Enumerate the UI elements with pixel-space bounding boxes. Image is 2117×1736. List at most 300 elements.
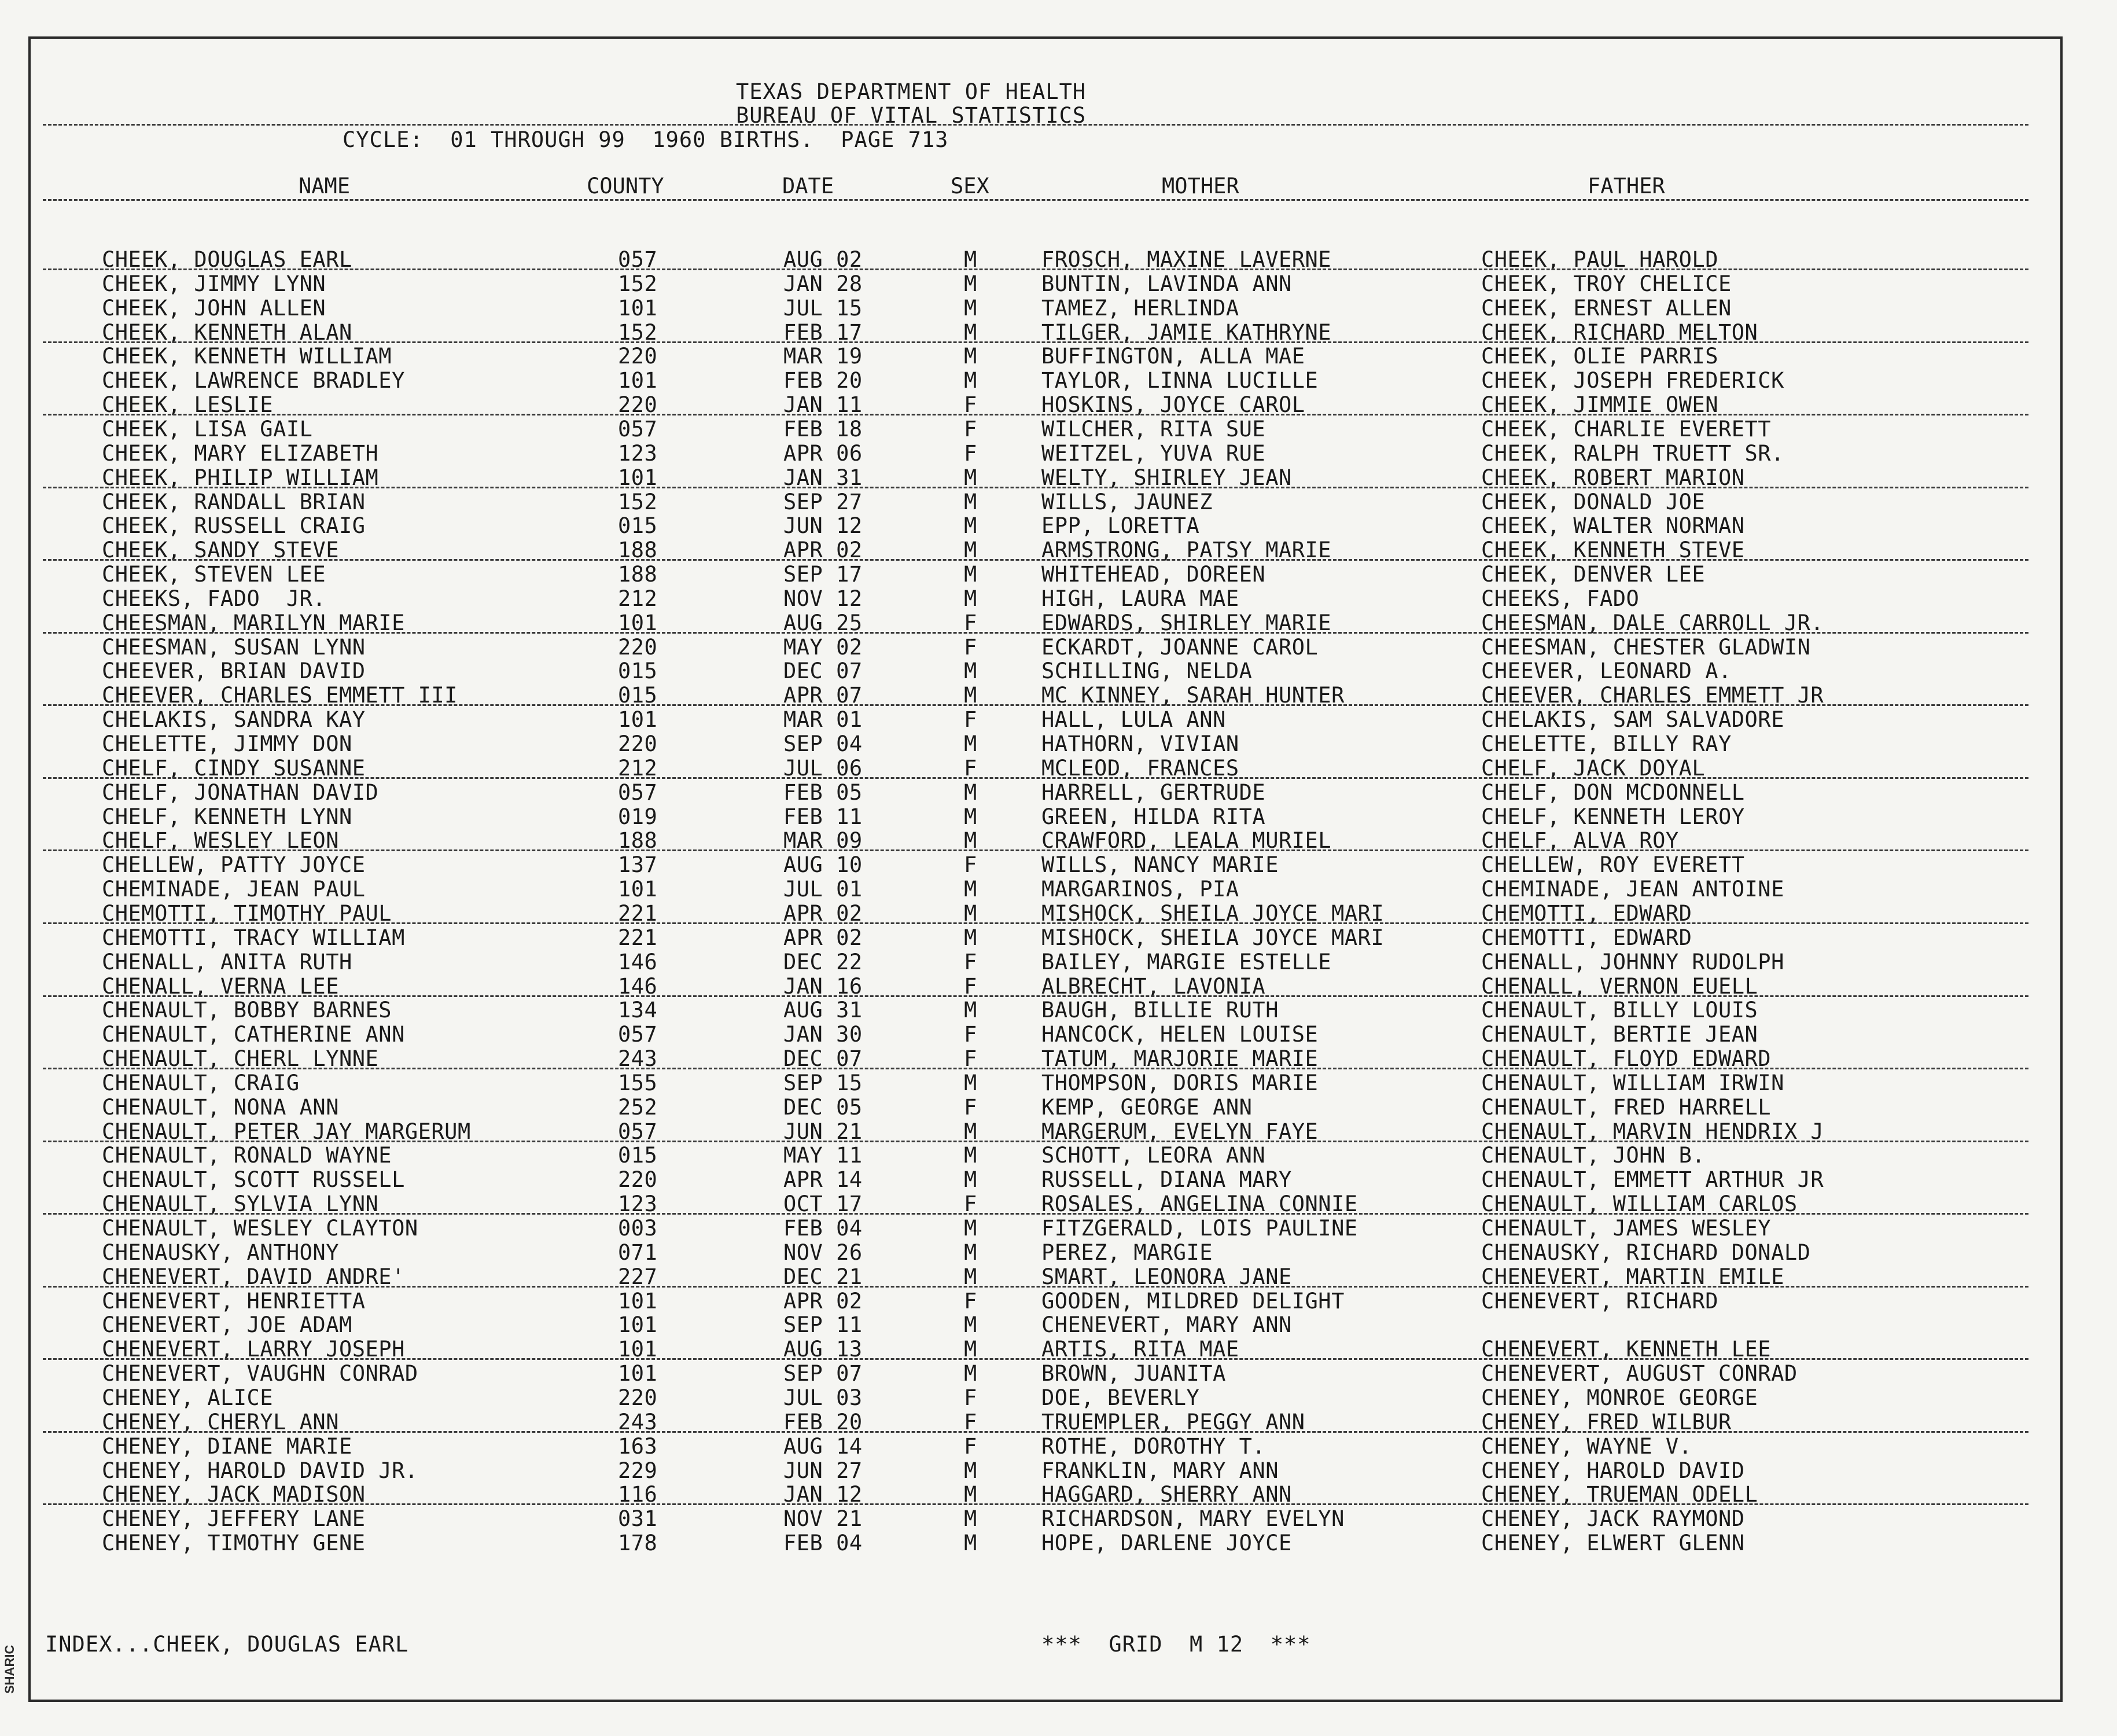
cell-father: CHENAULT, EMMETT ARTHUR JR — [1481, 1167, 1824, 1193]
column-header-father: FATHER — [1588, 174, 1665, 198]
cell-name: CHENALL, ANITA RUTH — [102, 949, 352, 974]
cell-father: CHELF, KENNETH LEROY — [1481, 804, 1745, 829]
cell-mother: CHENEVERT, MARY ANN — [1041, 1312, 1292, 1338]
cell-mother: ECKARDT, JOANNE CAROL — [1041, 634, 1319, 660]
cell-date: OCT 17 — [783, 1191, 863, 1217]
cell-date: NOV 12 — [783, 586, 863, 611]
cell-county: 220 — [618, 344, 658, 369]
cell-sex: M — [964, 247, 977, 272]
table-row — [0, 1047, 2083, 1071]
cell-father: CHENEY, TRUEMAN ODELL — [1481, 1482, 1758, 1507]
table-row — [0, 1289, 2083, 1313]
cell-sex: M — [964, 319, 977, 345]
cell-name: CHENEY, JACK MADISON — [102, 1482, 366, 1507]
cell-mother: BAILEY, MARGIE ESTELLE — [1041, 949, 1332, 974]
table-row — [0, 321, 2083, 344]
cell-name: CHEEK, JIMMY LYNN — [102, 271, 326, 296]
cell-name: CHENAULT, PETER JAY MARGERUM — [102, 1119, 471, 1144]
column-header-name: NAME — [299, 174, 351, 198]
cell-date: FEB 11 — [783, 804, 863, 829]
column-header-date: DATE — [782, 174, 834, 198]
cell-sex: F — [964, 1191, 977, 1217]
cell-father: CHENALL, JOHNNY RUDOLPH — [1481, 949, 1784, 974]
cell-mother: WEITZEL, YUVA RUE — [1041, 440, 1266, 466]
cell-county: 123 — [618, 440, 658, 466]
cell-county: 015 — [618, 683, 658, 708]
cell-date: AUG 25 — [783, 610, 863, 635]
cell-date: APR 02 — [783, 900, 863, 926]
cell-date: JUN 27 — [783, 1458, 863, 1483]
cell-county: 057 — [618, 779, 658, 805]
cell-date: APR 02 — [783, 1288, 863, 1314]
cell-sex: F — [964, 416, 977, 442]
cell-county: 101 — [618, 368, 658, 393]
cell-county: 101 — [618, 1312, 658, 1338]
cell-sex: M — [964, 1361, 977, 1386]
table-row — [0, 490, 2083, 514]
cell-sex: M — [964, 344, 977, 369]
cell-father: CHELAKIS, SAM SALVADORE — [1481, 707, 1784, 733]
cell-name: CHENAULT, CHERL LYNNE — [102, 1046, 379, 1072]
cell-sex: F — [964, 1409, 977, 1435]
table-row — [0, 853, 2083, 877]
cell-sex: M — [964, 1531, 977, 1556]
cell-mother: HATHORN, VIVIAN — [1041, 731, 1239, 756]
cell-father: CHENAULT, WILLIAM CARLOS — [1481, 1191, 1798, 1217]
cell-county: 057 — [618, 1022, 658, 1047]
cell-father: CHENAULT, FRED HARRELL — [1481, 1094, 1772, 1120]
cell-sex: M — [964, 779, 977, 805]
cell-name: CHEEK, JOHN ALLEN — [102, 295, 326, 321]
cell-mother: ROSALES, ANGELINA CONNIE — [1041, 1191, 1358, 1217]
cell-mother: HOPE, DARLENE JOYCE — [1041, 1531, 1292, 1556]
cell-father: CHEEK, RALPH TRUETT SR. — [1481, 440, 1784, 466]
cell-sex: F — [964, 707, 977, 733]
cell-father: CHENAULT, BILLY LOUIS — [1481, 998, 1758, 1023]
table-row — [0, 829, 2083, 852]
cell-name: CHENEY, HAROLD DAVID JR. — [102, 1458, 418, 1483]
cell-father: CHENAULT, MARVIN HENDRIX J — [1481, 1119, 1824, 1144]
cell-date: SEP 17 — [783, 562, 863, 587]
cell-county: 137 — [618, 852, 658, 878]
table-row — [0, 587, 2083, 610]
cell-date: FEB 17 — [783, 319, 863, 345]
cell-name: CHENAULT, SCOTT RUSSELL — [102, 1167, 405, 1193]
cell-sex: M — [964, 1070, 977, 1095]
cell-county: 152 — [618, 271, 658, 296]
cell-date: JUL 15 — [783, 295, 863, 321]
cell-county: 212 — [618, 755, 658, 781]
cell-sex: M — [964, 659, 977, 684]
cell-sex: M — [964, 1482, 977, 1507]
cell-sex: F — [964, 440, 977, 466]
row-group-rule — [43, 1431, 2028, 1433]
table-row — [0, 248, 2083, 271]
cell-name: CHENAULT, CATHERINE ANN — [102, 1022, 405, 1047]
cell-mother: MARGARINOS, PIA — [1041, 877, 1239, 902]
cell-name: CHEEK, LISA GAIL — [102, 416, 313, 442]
cell-mother: WELTY, SHIRLEY JEAN — [1041, 465, 1292, 490]
table-row — [0, 877, 2083, 901]
cell-mother: HIGH, LAURA MAE — [1041, 586, 1239, 611]
cell-name: CHEEK, LESLIE — [102, 392, 274, 418]
cell-father: CHEEK, PAUL HAROLD — [1481, 247, 1718, 272]
cell-county: 015 — [618, 1143, 658, 1168]
cell-sex: F — [964, 949, 977, 974]
row-group-rule — [43, 849, 2028, 851]
cell-mother: ROTHE, DOROTHY T. — [1041, 1433, 1266, 1459]
cell-father: CHENEY, WAYNE V. — [1481, 1433, 1692, 1459]
cell-name: CHEEVER, CHARLES EMMETT III — [102, 683, 458, 708]
cell-father: CHEEK, DONALD JOE — [1481, 489, 1706, 514]
cell-sex: M — [964, 1240, 977, 1265]
cell-county: 101 — [618, 610, 658, 635]
cell-name: CHEEK, DOUGLAS EARL — [102, 247, 352, 272]
cell-father: CHENEY, MONROE GEORGE — [1481, 1385, 1758, 1410]
cell-county: 178 — [618, 1531, 658, 1556]
table-row — [0, 1313, 2083, 1337]
column-header-sex: SEX — [951, 174, 989, 198]
cell-date: APR 06 — [783, 440, 863, 466]
cell-mother: SCHILLING, NELDA — [1041, 659, 1253, 684]
cell-date: JAN 12 — [783, 1482, 863, 1507]
cell-father: CHEEK, TROY CHELICE — [1481, 271, 1732, 296]
cell-sex: M — [964, 295, 977, 321]
cell-county: 155 — [618, 1070, 658, 1095]
cell-father: CHEEK, OLIE PARRIS — [1481, 344, 1718, 369]
cell-father: CHENEY, JACK RAYMOND — [1481, 1506, 1745, 1532]
cell-county: 188 — [618, 828, 658, 854]
table-row — [0, 1192, 2083, 1216]
table-row — [0, 950, 2083, 974]
table-row — [0, 1531, 2083, 1555]
cell-father: CHEEKS, FADO — [1481, 586, 1640, 611]
cell-county: 101 — [618, 465, 658, 490]
row-group-rule — [43, 1141, 2028, 1142]
footer-index: INDEX...CHEEK, DOUGLAS EARL — [45, 1632, 409, 1657]
cell-father: CHEEK, DENVER LEE — [1481, 562, 1706, 587]
cell-county: 220 — [618, 1385, 658, 1410]
cell-mother: GREEN, HILDA RITA — [1041, 804, 1266, 829]
cell-mother: WHITEHEAD, DOREEN — [1041, 562, 1266, 587]
cell-sex: M — [964, 998, 977, 1023]
cell-name: CHEESMAN, MARILYN MARIE — [102, 610, 405, 635]
cell-county: 243 — [618, 1046, 658, 1072]
cell-date: SEP 15 — [783, 1070, 863, 1095]
cell-father: CHELF, JACK DOYAL — [1481, 755, 1706, 781]
cell-sex: M — [964, 368, 977, 393]
cell-county: 123 — [618, 1191, 658, 1217]
table-row — [0, 1143, 2083, 1167]
header-bureau: BUREAU OF VITAL STATISTICS — [736, 103, 1087, 128]
cell-date: AUG 13 — [783, 1337, 863, 1362]
cell-mother: MISHOCK, SHEILA JOYCE MARI — [1041, 925, 1385, 950]
row-group-rule — [43, 1068, 2028, 1069]
cell-sex: M — [964, 925, 977, 950]
cell-county: 229 — [618, 1458, 658, 1483]
cell-father: CHENEVERT, MARTIN EMILE — [1481, 1264, 1784, 1289]
table-row — [0, 659, 2083, 683]
cell-county: 101 — [618, 295, 658, 321]
cell-mother: WILLS, JAUNEZ — [1041, 489, 1213, 514]
cell-date: JUL 01 — [783, 877, 863, 902]
cell-name: CHELAKIS, SANDRA KAY — [102, 707, 366, 733]
cell-father: CHEMOTTI, EDWARD — [1481, 900, 1692, 926]
cell-name: CHELF, WESLEY LEON — [102, 828, 339, 854]
cell-sex: M — [964, 1506, 977, 1532]
cell-name: CHEEKS, FADO JR. — [102, 586, 326, 611]
cell-date: NOV 21 — [783, 1506, 863, 1532]
cell-father: CHEESMAN, CHESTER GLADWIN — [1481, 634, 1811, 660]
row-group-rule — [43, 1286, 2028, 1288]
cell-name: CHEEK, RANDALL BRIAN — [102, 489, 366, 514]
cell-father: CHENAULT, JOHN B. — [1481, 1143, 1706, 1168]
cell-sex: M — [964, 271, 977, 296]
table-row — [0, 562, 2083, 586]
cell-date: SEP 11 — [783, 1312, 863, 1338]
table-row — [0, 442, 2083, 465]
cell-date: SEP 07 — [783, 1361, 863, 1386]
cell-date: JUL 03 — [783, 1385, 863, 1410]
table-row — [0, 1216, 2083, 1240]
cell-sex: M — [964, 1216, 977, 1241]
table-row — [0, 538, 2083, 562]
cell-sex: F — [964, 1288, 977, 1314]
row-group-rule — [43, 487, 2028, 488]
cell-date: APR 14 — [783, 1167, 863, 1193]
cell-sex: M — [964, 828, 977, 854]
cell-date: SEP 27 — [783, 489, 863, 514]
cell-mother: ALBRECHT, LAVONIA — [1041, 973, 1266, 999]
cell-name: CHENEY, JEFFERY LANE — [102, 1506, 366, 1532]
cell-sex: M — [964, 731, 977, 756]
cell-sex: M — [964, 1167, 977, 1193]
cell-county: 057 — [618, 416, 658, 442]
row-group-rule — [43, 1503, 2028, 1505]
cell-sex: M — [964, 1119, 977, 1144]
cell-mother: EPP, LORETTA — [1041, 513, 1200, 539]
cell-father: CHEEVER, LEONARD A. — [1481, 659, 1732, 684]
table-row — [0, 1459, 2083, 1483]
row-group-rule — [43, 922, 2028, 924]
cell-date: AUG 10 — [783, 852, 863, 878]
header-department: TEXAS DEPARTMENT OF HEALTH — [736, 79, 1087, 104]
table-row — [0, 998, 2083, 1022]
cell-county: 163 — [618, 1433, 658, 1459]
cell-name: CHEEK, SANDY STEVE — [102, 538, 339, 563]
cell-name: CHELF, CINDY SUSANNE — [102, 755, 366, 781]
row-group-rule — [43, 777, 2028, 779]
cell-father: CHENAULT, FLOYD EDWARD — [1481, 1046, 1772, 1072]
cell-name: CHEEVER, BRIAN DAVID — [102, 659, 366, 684]
cell-mother: TAYLOR, LINNA LUCILLE — [1041, 368, 1319, 393]
cell-father: CHEEK, CHARLIE EVERETT — [1481, 416, 1772, 442]
table-row — [0, 1023, 2083, 1046]
cell-father: CHENAULT, JAMES WESLEY — [1481, 1216, 1772, 1241]
table-row — [0, 466, 2083, 490]
cell-county: 220 — [618, 634, 658, 660]
table-row — [0, 1362, 2083, 1385]
cell-sex: M — [964, 877, 977, 902]
cell-date: FEB 04 — [783, 1216, 863, 1241]
cell-father: CHEEK, JOSEPH FREDERICK — [1481, 368, 1784, 393]
cell-county: 221 — [618, 900, 658, 926]
cell-mother: RICHARDSON, MARY EVELYN — [1041, 1506, 1345, 1532]
table-row — [0, 1410, 2083, 1434]
cell-mother: FROSCH, MAXINE LAVERNE — [1041, 247, 1332, 272]
table-row — [0, 369, 2083, 392]
table-row — [0, 756, 2083, 780]
row-group-rule — [43, 559, 2028, 561]
cell-county: 152 — [618, 319, 658, 345]
cell-sex: F — [964, 755, 977, 781]
cell-father: CHEEK, ERNEST ALLEN — [1481, 295, 1732, 321]
cell-sex: M — [964, 489, 977, 514]
cell-mother: RUSSELL, DIANA MARY — [1041, 1167, 1292, 1193]
cell-county: 031 — [618, 1506, 658, 1532]
table-row — [0, 1483, 2083, 1506]
cell-sex: M — [964, 900, 977, 926]
cell-mother: MC KINNEY, SARAH HUNTER — [1041, 683, 1345, 708]
cell-mother: ARTIS, RITA MAE — [1041, 1337, 1239, 1362]
cell-father: CHEEK, WALTER NORMAN — [1481, 513, 1745, 539]
cell-name: CHEMOTTI, TRACY WILLIAM — [102, 925, 405, 950]
cell-sex: F — [964, 1022, 977, 1047]
cell-mother: TILGER, JAMIE KATHRYNE — [1041, 319, 1332, 345]
cell-date: MAY 11 — [783, 1143, 863, 1168]
cell-date: JAN 11 — [783, 392, 863, 418]
cell-county: 188 — [618, 562, 658, 587]
cell-county: 101 — [618, 877, 658, 902]
table-row — [0, 902, 2083, 925]
cell-father: CHEEK, JIMMIE OWEN — [1481, 392, 1718, 418]
cell-date: DEC 05 — [783, 1094, 863, 1120]
cell-name: CHEEK, STEVEN LEE — [102, 562, 326, 587]
cell-mother: DOE, BEVERLY — [1041, 1385, 1200, 1410]
header-cycle: CYCLE: 01 THROUGH 99 1960 BIRTHS. PAGE 713 — [343, 127, 949, 152]
cell-name: CHEEK, PHILIP WILLIAM — [102, 465, 379, 490]
cell-sex: F — [964, 1385, 977, 1410]
cell-father: CHENEVERT, AUGUST CONRAD — [1481, 1361, 1798, 1386]
cell-sex: M — [964, 465, 977, 490]
cell-mother: FITZGERALD, LOIS PAULINE — [1041, 1216, 1358, 1241]
cell-sex: M — [964, 538, 977, 563]
cell-county: 101 — [618, 1337, 658, 1362]
cell-county: 101 — [618, 1288, 658, 1314]
cell-mother: WILLS, NANCY MARIE — [1041, 852, 1279, 878]
cell-father: CHENEY, FRED WILBUR — [1481, 1409, 1732, 1435]
cell-sex: M — [964, 1264, 977, 1289]
cell-name: CHELF, JONATHAN DAVID — [102, 779, 379, 805]
row-group-rule — [43, 269, 2028, 270]
cell-date: DEC 22 — [783, 949, 863, 974]
cell-sex: M — [964, 1458, 977, 1483]
cell-father: CHENEVERT, KENNETH LEE — [1481, 1337, 1772, 1362]
table-row — [0, 708, 2083, 731]
cell-name: CHENEVERT, LARRY JOSEPH — [102, 1337, 405, 1362]
cell-sex: F — [964, 392, 977, 418]
cell-date: NOV 26 — [783, 1240, 863, 1265]
cell-sex: M — [964, 804, 977, 829]
cell-date: FEB 18 — [783, 416, 863, 442]
cell-county: 188 — [618, 538, 658, 563]
cell-mother: ARMSTRONG, PATSY MARIE — [1041, 538, 1332, 563]
cell-name: CHENALL, VERNA LEE — [102, 973, 339, 999]
row-group-rule — [43, 632, 2028, 634]
table-row — [0, 732, 2083, 756]
cell-sex: F — [964, 610, 977, 635]
cell-date: JUL 06 — [783, 755, 863, 781]
cell-date: SEP 04 — [783, 731, 863, 756]
cell-mother: CRAWFORD, LEALA MURIEL — [1041, 828, 1332, 854]
cell-father: CHENEVERT, RICHARD — [1481, 1288, 1718, 1314]
table-row — [0, 926, 2083, 950]
cell-county: 252 — [618, 1094, 658, 1120]
cell-name: CHEEK, MARY ELIZABETH — [102, 440, 379, 466]
row-group-rule — [43, 1358, 2028, 1360]
table-row — [0, 1337, 2083, 1361]
cell-county: 146 — [618, 949, 658, 974]
cell-county: 152 — [618, 489, 658, 514]
cell-mother: BUFFINGTON, ALLA MAE — [1041, 344, 1305, 369]
cell-date: JAN 30 — [783, 1022, 863, 1047]
cell-county: 221 — [618, 925, 658, 950]
cell-name: CHENAULT, BOBBY BARNES — [102, 998, 392, 1023]
cell-mother: MCLEOD, FRANCES — [1041, 755, 1239, 781]
cell-date: APR 02 — [783, 925, 863, 950]
table-row — [0, 344, 2083, 368]
table-row — [0, 683, 2083, 707]
cell-name: CHENEY, CHERYL ANN — [102, 1409, 339, 1435]
cell-name: CHENEVERT, VAUGHN CONRAD — [102, 1361, 418, 1386]
cell-date: JAN 31 — [783, 465, 863, 490]
cell-county: 243 — [618, 1409, 658, 1435]
cell-father: CHELF, ALVA ROY — [1481, 828, 1679, 854]
cell-name: CHEESMAN, SUSAN LYNN — [102, 634, 366, 660]
cell-county: 015 — [618, 659, 658, 684]
table-row — [0, 805, 2083, 829]
cell-mother: SMART, LEONORA JANE — [1041, 1264, 1292, 1289]
row-group-rule — [43, 704, 2028, 706]
cell-father: CHENALL, VERNON EUELL — [1481, 973, 1758, 999]
cell-name: CHENAUSKY, ANTHONY — [102, 1240, 339, 1265]
cell-county: 220 — [618, 392, 658, 418]
cell-sex: F — [964, 973, 977, 999]
cell-mother: EDWARDS, SHIRLEY MARIE — [1041, 610, 1332, 635]
table-row — [0, 1168, 2083, 1191]
cell-county: 101 — [618, 707, 658, 733]
cell-mother: PEREZ, MARGIE — [1041, 1240, 1213, 1265]
row-group-rule — [43, 995, 2028, 997]
cell-name: CHEEK, LAWRENCE BRADLEY — [102, 368, 405, 393]
cell-name: CHEMINADE, JEAN PAUL — [102, 877, 366, 902]
cell-sex: F — [964, 1046, 977, 1072]
cell-county: 220 — [618, 731, 658, 756]
cell-county: 227 — [618, 1264, 658, 1289]
header-rule — [43, 124, 2028, 126]
cell-mother: GOODEN, MILDRED DELIGHT — [1041, 1288, 1345, 1314]
cell-date: FEB 05 — [783, 779, 863, 805]
cell-father: CHENAULT, BERTIE JEAN — [1481, 1022, 1758, 1047]
cell-county: 220 — [618, 1167, 658, 1193]
cell-sex: F — [964, 1433, 977, 1459]
cell-father: CHELF, DON MCDONNELL — [1481, 779, 1745, 805]
cell-name: CHEEK, RUSSELL CRAIG — [102, 513, 366, 539]
table-row — [0, 635, 2083, 659]
table-row — [0, 1120, 2083, 1143]
cell-mother: TRUEMPLER, PEGGY ANN — [1041, 1409, 1305, 1435]
cell-sex: M — [964, 562, 977, 587]
